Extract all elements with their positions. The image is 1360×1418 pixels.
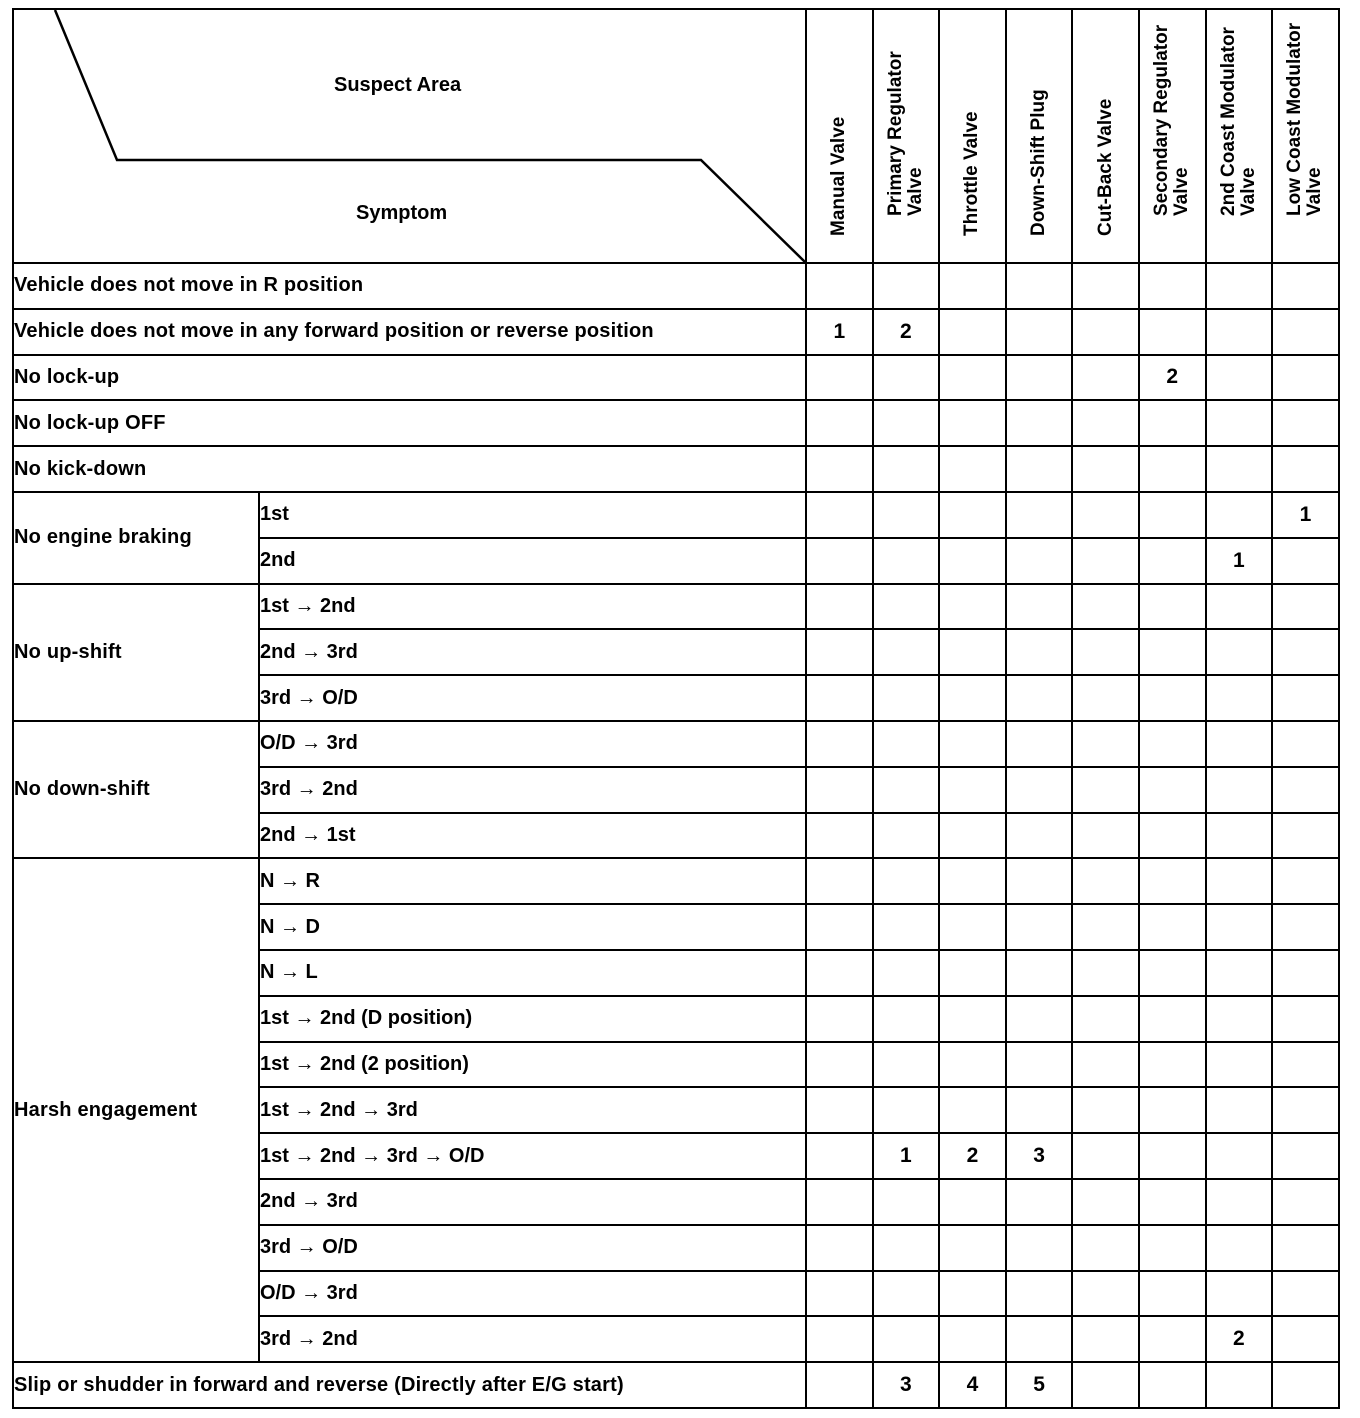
priority-cell [1139, 721, 1206, 767]
priority-cell [1139, 309, 1206, 355]
condition-cell: 3rd → 2nd [259, 1316, 806, 1362]
priority-cell [1206, 721, 1273, 767]
table-row [13, 492, 1339, 538]
priority-cell [1072, 950, 1139, 996]
priority-cell [1272, 1225, 1339, 1271]
priority-cell [1139, 767, 1206, 813]
priority-cell [1206, 309, 1273, 355]
priority-cell [1139, 629, 1206, 675]
priority-cell [1072, 629, 1139, 675]
column-header-label [1219, 27, 1259, 216]
priority-cell [873, 721, 940, 767]
priority-cell [1006, 1087, 1073, 1133]
priority-cell [1272, 1271, 1339, 1317]
priority-cell [1072, 1179, 1139, 1225]
priority-cell [1206, 1042, 1273, 1088]
symptom-cell: No lock-up [13, 355, 806, 401]
column-header-line: Throttle Valve [961, 111, 983, 236]
priority-cell [1139, 1042, 1206, 1088]
priority-cell [873, 675, 940, 721]
priority-cell [939, 1087, 1006, 1133]
table-row [13, 858, 1339, 904]
priority-cell [1272, 355, 1339, 401]
priority-cell [1072, 1271, 1139, 1317]
priority-cell [939, 1225, 1006, 1271]
column-header [1006, 9, 1073, 263]
priority-cell [1006, 538, 1073, 584]
priority-cell: 2 [1139, 355, 1206, 401]
priority-cell: 1 [1272, 492, 1339, 538]
priority-cell: 4 [939, 1362, 1006, 1408]
priority-cell [873, 584, 940, 630]
priority-cell [939, 858, 1006, 904]
symptom-group-cell: Harsh engagement [13, 858, 259, 1362]
column-header-line: Valve [904, 167, 926, 216]
symptom-label: Symptom [356, 202, 448, 224]
priority-cell [1139, 1179, 1206, 1225]
condition-cell: N → L [259, 950, 806, 996]
priority-cell [939, 492, 1006, 538]
priority-cell [1139, 584, 1206, 630]
symptom-cell: No kick-down [13, 446, 806, 492]
priority-cell: 2 [939, 1133, 1006, 1179]
priority-cell [1006, 950, 1073, 996]
priority-cell [1272, 813, 1339, 859]
symptom-group-cell: No up-shift [13, 584, 259, 721]
column-header-line: Valve [1237, 167, 1259, 216]
priority-cell [1006, 263, 1073, 309]
table-row [13, 355, 1339, 401]
priority-cell [873, 538, 940, 584]
symptom-cell: Vehicle does not move in any forward position or reverse position [13, 309, 806, 355]
priority-cell [1139, 263, 1206, 309]
table-row [13, 400, 1339, 446]
priority-cell [1272, 1362, 1339, 1408]
priority-cell [873, 400, 940, 446]
priority-cell [1072, 263, 1139, 309]
priority-cell [1139, 950, 1206, 996]
priority-cell [1206, 904, 1273, 950]
priority-cell [1206, 584, 1273, 630]
condition-cell: N → D [259, 904, 806, 950]
priority-cell [1072, 538, 1139, 584]
priority-cell [1272, 629, 1339, 675]
priority-cell [1272, 675, 1339, 721]
priority-cell [939, 629, 1006, 675]
priority-cell [1206, 355, 1273, 401]
priority-cell: 1 [1206, 538, 1273, 584]
symptom-group-cell: No engine braking [13, 492, 259, 584]
condition-cell: N → R [259, 858, 806, 904]
priority-cell [873, 1316, 940, 1362]
priority-cell [1206, 1133, 1273, 1179]
priority-cell [1006, 813, 1073, 859]
column-header-line: Down-Shift Plug [1028, 89, 1050, 236]
priority-cell [1272, 767, 1339, 813]
priority-cell [1272, 858, 1339, 904]
priority-cell [939, 1271, 1006, 1317]
priority-cell [1006, 996, 1073, 1042]
condition-cell: 1st → 2nd → 3rd [259, 1087, 806, 1133]
priority-cell [1272, 538, 1339, 584]
priority-cell [939, 263, 1006, 309]
priority-cell [939, 1179, 1006, 1225]
column-header-line: Valve [1171, 167, 1193, 216]
priority-cell [1272, 400, 1339, 446]
priority-cell [806, 1271, 873, 1317]
priority-cell [1139, 492, 1206, 538]
priority-cell [1072, 1225, 1139, 1271]
priority-cell [1006, 1316, 1073, 1362]
column-header-label [829, 117, 849, 236]
column-header [1072, 9, 1139, 263]
priority-cell [1206, 675, 1273, 721]
priority-cell [806, 584, 873, 630]
priority-cell [1139, 1225, 1206, 1271]
priority-cell [939, 309, 1006, 355]
priority-cell [1139, 400, 1206, 446]
column-header-label [1152, 25, 1192, 216]
priority-cell [1072, 446, 1139, 492]
priority-cell [1006, 1271, 1073, 1317]
priority-cell [1206, 263, 1273, 309]
priority-cell: 3 [873, 1362, 940, 1408]
priority-cell [1006, 675, 1073, 721]
priority-cell [939, 950, 1006, 996]
priority-cell [939, 767, 1006, 813]
table-row [13, 584, 1339, 630]
priority-cell [1272, 1042, 1339, 1088]
priority-cell [806, 629, 873, 675]
priority-cell [1006, 400, 1073, 446]
column-header-label [1285, 23, 1325, 216]
priority-cell [1139, 813, 1206, 859]
condition-cell: 3rd → O/D [259, 1225, 806, 1271]
condition-cell: 1st → 2nd (D position) [259, 996, 806, 1042]
priority-cell [1206, 996, 1273, 1042]
priority-cell [873, 1271, 940, 1317]
priority-cell [939, 1316, 1006, 1362]
priority-cell [1072, 813, 1139, 859]
priority-cell [1006, 1179, 1073, 1225]
priority-cell [873, 1225, 940, 1271]
priority-cell [1206, 767, 1273, 813]
priority-cell [1272, 996, 1339, 1042]
column-header-label [1096, 99, 1116, 236]
priority-cell [1006, 721, 1073, 767]
priority-cell [873, 1179, 940, 1225]
priority-cell [1272, 263, 1339, 309]
priority-cell [1206, 1271, 1273, 1317]
priority-cell [1139, 1271, 1206, 1317]
priority-cell [1206, 1087, 1273, 1133]
priority-cell [1139, 996, 1206, 1042]
priority-cell [806, 767, 873, 813]
condition-cell: 2nd [259, 538, 806, 584]
priority-cell [873, 813, 940, 859]
symptom-cell: Slip or shudder in forward and reverse (Directly after E/G start) [13, 1362, 806, 1408]
priority-cell [806, 1179, 873, 1225]
priority-cell [873, 1042, 940, 1088]
column-header [1139, 9, 1206, 263]
priority-cell [806, 858, 873, 904]
priority-cell [873, 767, 940, 813]
priority-cell [1072, 721, 1139, 767]
priority-cell [1272, 950, 1339, 996]
table-row [13, 1362, 1339, 1408]
priority-cell [1072, 492, 1139, 538]
priority-cell [939, 996, 1006, 1042]
priority-cell [1206, 1362, 1273, 1408]
priority-cell [873, 996, 940, 1042]
priority-cell [806, 1316, 873, 1362]
priority-cell [1072, 858, 1139, 904]
priority-cell [873, 355, 940, 401]
priority-cell [939, 446, 1006, 492]
priority-cell [1072, 767, 1139, 813]
priority-cell [806, 400, 873, 446]
troubleshooting-matrix [12, 8, 1338, 1407]
priority-cell [1072, 584, 1139, 630]
priority-cell [1072, 675, 1139, 721]
column-header-label [1029, 89, 1049, 236]
suspect-area-label: Suspect Area [334, 74, 462, 96]
column-header [806, 9, 873, 263]
condition-cell: 2nd → 1st [259, 813, 806, 859]
priority-cell [939, 400, 1006, 446]
priority-cell [1006, 584, 1073, 630]
priority-cell [806, 1133, 873, 1179]
priority-cell [873, 904, 940, 950]
priority-cell [806, 263, 873, 309]
priority-cell: 1 [806, 309, 873, 355]
priority-cell [806, 538, 873, 584]
priority-cell [873, 629, 940, 675]
priority-cell [1006, 904, 1073, 950]
priority-cell [1206, 492, 1273, 538]
priority-cell [1006, 629, 1073, 675]
priority-cell [1206, 629, 1273, 675]
priority-cell [1006, 492, 1073, 538]
priority-cell: 5 [1006, 1362, 1073, 1408]
priority-cell [1139, 1316, 1206, 1362]
symptom-cell: Vehicle does not move in R position [13, 263, 806, 309]
priority-cell: 3 [1006, 1133, 1073, 1179]
priority-cell [939, 675, 1006, 721]
priority-cell [1206, 1179, 1273, 1225]
priority-cell [1072, 1087, 1139, 1133]
priority-cell [1139, 538, 1206, 584]
priority-cell [873, 446, 940, 492]
priority-cell [806, 355, 873, 401]
column-header-line: Manual Valve [828, 116, 850, 236]
column-header-line: Secondary Regulator [1151, 24, 1173, 216]
priority-cell [1006, 309, 1073, 355]
priority-cell [806, 813, 873, 859]
priority-cell [806, 996, 873, 1042]
priority-cell [806, 721, 873, 767]
priority-cell [939, 721, 1006, 767]
priority-cell [1206, 446, 1273, 492]
symptom-group-cell: No down-shift [13, 721, 259, 858]
priority-cell: 1 [873, 1133, 940, 1179]
priority-cell [1272, 1179, 1339, 1225]
priority-cell [939, 355, 1006, 401]
condition-cell: 1st → 2nd (2 position) [259, 1042, 806, 1088]
priority-cell [806, 1362, 873, 1408]
table-row [13, 446, 1339, 492]
column-header-label [962, 111, 982, 236]
column-header [1272, 9, 1339, 263]
table-row [13, 721, 1339, 767]
priority-cell [806, 446, 873, 492]
condition-cell: 3rd → O/D [259, 675, 806, 721]
column-header [1206, 9, 1273, 263]
priority-cell [1272, 309, 1339, 355]
column-header-line: Cut-Back Valve [1094, 98, 1116, 236]
priority-cell [1272, 1087, 1339, 1133]
priority-cell [1272, 1133, 1339, 1179]
priority-cell [1072, 904, 1139, 950]
priority-cell [1206, 1225, 1273, 1271]
priority-cell [1006, 1042, 1073, 1088]
condition-cell: 3rd → 2nd [259, 767, 806, 813]
priority-cell [873, 492, 940, 538]
priority-cell [1206, 950, 1273, 996]
priority-cell [939, 813, 1006, 859]
priority-cell [1072, 400, 1139, 446]
priority-cell [1006, 355, 1073, 401]
condition-cell: 2nd → 3rd [259, 629, 806, 675]
column-header-line: Low Coast Modulator [1284, 22, 1306, 216]
priority-cell [873, 263, 940, 309]
priority-cell [1072, 355, 1139, 401]
symptom-cell: No lock-up OFF [13, 400, 806, 446]
condition-cell: O/D → 3rd [259, 721, 806, 767]
priority-cell [1072, 1133, 1139, 1179]
priority-cell [939, 584, 1006, 630]
priority-cell [873, 858, 940, 904]
priority-cell [1006, 1225, 1073, 1271]
priority-cell [1072, 996, 1139, 1042]
condition-cell: O/D → 3rd [259, 1271, 806, 1317]
priority-cell [806, 1225, 873, 1271]
column-header [873, 9, 940, 263]
priority-cell [873, 1087, 940, 1133]
priority-cell [1139, 904, 1206, 950]
priority-cell [1272, 584, 1339, 630]
column-header-label [886, 51, 926, 216]
condition-cell: 1st [259, 492, 806, 538]
condition-cell: 2nd → 3rd [259, 1179, 806, 1225]
priority-cell [806, 1087, 873, 1133]
column-header-line: 2nd Coast Modulator [1217, 27, 1239, 216]
priority-cell [1006, 858, 1073, 904]
priority-cell [1072, 309, 1139, 355]
table-row [13, 263, 1339, 309]
priority-cell [1206, 400, 1273, 446]
priority-cell [1272, 446, 1339, 492]
header-corner-cell [13, 9, 806, 263]
priority-cell [1139, 858, 1206, 904]
priority-cell [939, 904, 1006, 950]
column-header-line: Valve [1304, 167, 1326, 216]
priority-cell [873, 950, 940, 996]
column-header-line: Primary Regulator [884, 51, 906, 216]
priority-cell [1139, 675, 1206, 721]
priority-cell [1206, 858, 1273, 904]
priority-cell [1006, 446, 1073, 492]
symptom-suspect-table [12, 8, 1340, 1409]
condition-cell: 1st → 2nd [259, 584, 806, 630]
priority-cell [1139, 1087, 1206, 1133]
column-header [939, 9, 1006, 263]
priority-cell [939, 538, 1006, 584]
priority-cell: 2 [873, 309, 940, 355]
priority-cell [1272, 904, 1339, 950]
priority-cell [1206, 813, 1273, 859]
priority-cell [939, 1042, 1006, 1088]
priority-cell [1139, 1362, 1206, 1408]
priority-cell [1272, 721, 1339, 767]
priority-cell [1072, 1362, 1139, 1408]
priority-cell [806, 492, 873, 538]
priority-cell [1072, 1042, 1139, 1088]
priority-cell [806, 1042, 873, 1088]
priority-cell [1072, 1316, 1139, 1362]
priority-cell [1272, 1316, 1339, 1362]
priority-cell [806, 904, 873, 950]
condition-cell: 1st → 2nd → 3rd → O/D [259, 1133, 806, 1179]
priority-cell [1139, 446, 1206, 492]
priority-cell [806, 675, 873, 721]
priority-cell [1006, 767, 1073, 813]
table-row [13, 309, 1339, 355]
priority-cell [806, 950, 873, 996]
priority-cell [1139, 1133, 1206, 1179]
priority-cell: 2 [1206, 1316, 1273, 1362]
